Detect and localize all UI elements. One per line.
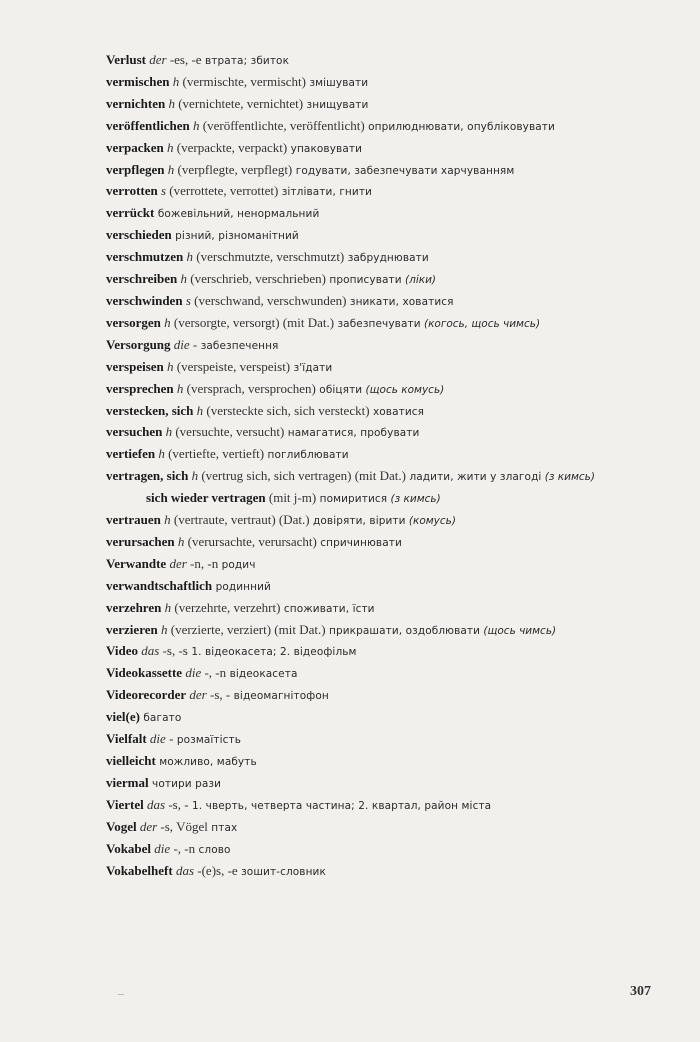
entry-word-forms: - (165, 731, 174, 747)
entry-word-forms: (versprach, versprochen) (183, 380, 316, 396)
entry-grammar-marker: h (183, 249, 194, 265)
dictionary-entry (106, 861, 602, 883)
entry-grammar-marker: h (155, 446, 165, 462)
entry-word-forms: -, -n (170, 840, 196, 856)
dictionary-entry (106, 72, 602, 94)
entry-headword: Vokabel (106, 840, 152, 856)
footer-dash (118, 994, 124, 995)
entry-headword: verrückt (106, 205, 155, 221)
entry-word-forms: (verschmutzte, verschmutzt) (193, 249, 345, 265)
entry-translation: родинний (212, 580, 271, 593)
entry-headword: Video (106, 643, 139, 659)
entry-word-forms: (versuchte, versucht) (172, 424, 285, 440)
entry-headword: Vogel (106, 818, 137, 834)
entry-word-forms: (vertiefte, vertieft) (164, 446, 265, 462)
entry-translation: довіряти, вірити (309, 515, 406, 528)
entry-grammar-marker: h (162, 424, 173, 440)
dictionary-entry (106, 641, 602, 663)
entry-word-forms: (verrottete, verrottet) (166, 183, 279, 199)
entry-translation: прописувати (325, 274, 402, 287)
dictionary-entry (106, 839, 602, 861)
entry-headword: verschmutzen (106, 249, 184, 265)
entry-headword: verwandtschaftlich (106, 577, 213, 593)
entry-headword: verschieden (106, 227, 172, 243)
dictionary-entry (106, 685, 602, 707)
dictionary-entry (106, 466, 602, 488)
entry-headword: sich wieder vertragen (146, 490, 266, 506)
dictionary-entry (106, 751, 602, 773)
entry-translation: годувати, забезпечувати харчуванням (292, 164, 515, 177)
entry-translation: різний, різноманітний (171, 230, 299, 243)
dictionary-entry (106, 663, 602, 685)
entry-word-forms: (vertraute, vertraut) (Dat.) (170, 512, 310, 528)
entry-translation-note: (щось комусь) (362, 383, 445, 396)
entry-word-forms: (veröffentlichte, veröffentlicht) (199, 117, 365, 133)
entry-translation: чотири рази (148, 777, 222, 790)
entry-translation: ховатися (369, 405, 425, 418)
entry-word-forms: -s, -s (159, 643, 188, 659)
dictionary-entry (106, 817, 602, 839)
dictionary-entry (106, 116, 602, 138)
entry-headword: versuchen (106, 424, 163, 440)
entry-translation: ладити, жити у злагоді (406, 471, 542, 484)
entry-headword: verschreiben (106, 271, 178, 287)
entry-word-forms: -s, - (165, 796, 189, 812)
entry-headword: verzehren (106, 599, 162, 615)
dictionary-entry (106, 795, 602, 817)
dictionary-entry (106, 444, 602, 466)
entry-translation: спричинювати (316, 536, 402, 549)
entry-headword: verschwinden (106, 292, 183, 308)
entry-translation: родич (218, 558, 256, 571)
entry-grammar-marker: der (166, 555, 187, 571)
entry-grammar-marker: h (165, 95, 175, 111)
entry-word-forms: (verspeiste, verspeist) (173, 358, 291, 374)
dictionary-entry (106, 313, 602, 335)
entry-headword: verzieren (106, 621, 158, 637)
entry-translation: можливо, мабуть (155, 756, 257, 768)
entry-grammar-marker: h (169, 73, 180, 89)
entry-translation: змішувати (306, 76, 369, 89)
entry-word-forms: -(e)s, -e (194, 862, 238, 878)
entry-word-forms: - (189, 336, 198, 352)
entry-translation: божевільний, ненормальний (154, 208, 320, 221)
entry-word-forms: (verzehrte, verzehrt) (171, 599, 281, 615)
entry-word-forms: (verpflegte, verpflegt) (174, 161, 293, 177)
entry-grammar-marker: h (164, 161, 175, 177)
dictionary-entry (106, 94, 602, 116)
entry-translation: прикрашати, оздоблювати (325, 624, 481, 637)
dictionary-entry (106, 50, 602, 72)
entry-headword: verpflegen (106, 161, 165, 177)
entry-grammar-marker: h (160, 314, 171, 330)
entry-word-forms: (vermischte, vermischt) (179, 73, 307, 89)
entry-headword: veröffentlichen (106, 117, 190, 133)
entry-translation: птах (207, 821, 238, 834)
entry-translation-note: (комусь) (405, 515, 456, 528)
dictionary-entry (106, 620, 602, 642)
entry-translation: зітлівати, гнити (278, 186, 372, 199)
dictionary-entry (106, 379, 602, 401)
dictionary-entry-list (106, 50, 602, 882)
entry-translation: забезпечувати (334, 317, 421, 330)
dictionary-entry (106, 203, 602, 225)
dictionary-entry (106, 225, 602, 247)
dictionary-entry (106, 598, 602, 620)
dictionary-entry (106, 729, 602, 751)
entry-headword: Verlust (106, 52, 146, 67)
entry-grammar-marker: h (173, 380, 184, 396)
entry-word-forms: (verschwand, verschwunden) (190, 292, 347, 308)
entry-translation: багато (139, 712, 182, 725)
entry-grammar-marker: die (151, 840, 171, 856)
entry-translation: забезпечення (197, 339, 279, 352)
entry-word-forms: -s, Vögel (157, 818, 208, 834)
dictionary-entry (106, 269, 602, 291)
entry-translation: відеокасета (226, 668, 298, 681)
dictionary-entry (106, 160, 602, 182)
entry-grammar-marker: das (172, 862, 195, 878)
entry-grammar-marker: die (146, 731, 166, 747)
entry-translation: 1. відеокасета; 2. відеофільм (187, 646, 357, 659)
entry-headword: verursachen (106, 533, 175, 549)
entry-headword: Viertel (106, 796, 144, 812)
page-number: 307 (630, 984, 651, 999)
entry-translation-note: (з кимсь) (387, 493, 441, 506)
entry-grammar-marker: h (177, 271, 187, 287)
entry-translation-note: (щось чимсь) (480, 624, 557, 637)
entry-headword: versorgen (106, 314, 161, 330)
entry-headword: vermischen (106, 73, 170, 89)
entry-grammar-marker: die (182, 665, 202, 681)
dictionary-entry (106, 773, 602, 795)
entry-translation: обіцяти (315, 383, 363, 396)
entry-translation: забруднювати (344, 252, 429, 265)
dictionary-entry (106, 707, 602, 729)
entry-headword: verstecken, sich (106, 402, 194, 418)
entry-grammar-marker: h (160, 512, 171, 528)
entry-headword: vertrauen (106, 512, 161, 528)
entry-translation: зошит-словник (237, 865, 326, 878)
entry-grammar-marker: die (170, 336, 190, 352)
entry-headword: verspeisen (106, 358, 164, 374)
entry-translation: з'їдати (290, 361, 333, 374)
entry-grammar-marker: h (163, 139, 174, 155)
entry-grammar-marker: das (138, 643, 160, 659)
entry-headword: vielleicht (106, 753, 156, 768)
entry-grammar-marker: s (182, 292, 191, 308)
entry-headword: viermal (106, 774, 149, 790)
entry-grammar-marker: h (188, 468, 199, 484)
entry-headword: Verwandte (106, 555, 167, 571)
entry-translation: поглиблювати (264, 449, 349, 462)
entry-word-forms: (versorgte, versorgt) (mit Dat.) (170, 314, 335, 330)
entry-grammar-marker: der (145, 52, 167, 67)
entry-translation: розмаїтість (173, 734, 242, 747)
entry-translation-note: (ліки) (401, 274, 437, 287)
entry-grammar-marker: h (157, 621, 168, 637)
entry-headword: Vokabelheft (106, 862, 173, 878)
entry-translation: оприлюднювати, опубліковувати (364, 120, 555, 133)
entry-grammar-marker: der (186, 687, 207, 703)
dictionary-entry (106, 554, 602, 576)
entry-word-forms: (verpackte, verpackt) (173, 139, 288, 155)
dictionary-entry (106, 422, 602, 444)
entry-grammar-marker: h (193, 402, 204, 418)
dictionary-entry (106, 357, 602, 379)
entry-headword: versprechen (106, 380, 174, 396)
entry-word-forms: -n, -n (186, 555, 219, 571)
entry-translation-note: (з кимсь) (541, 471, 595, 484)
entry-grammar-marker: s (157, 183, 167, 199)
entry-headword: Versorgung (106, 336, 171, 352)
entry-translation: слово (195, 843, 231, 856)
entry-grammar-marker: h (174, 533, 185, 549)
dictionary-entry (106, 488, 602, 510)
entry-translation: 1. чверть, четверта частина; 2. квартал, район міста (188, 799, 492, 812)
entry-grammar-marker: das (143, 796, 166, 812)
entry-headword: Videorecorder (106, 687, 187, 703)
entry-headword: verpacken (106, 139, 164, 155)
entry-word-forms: (vernichtete, vernichtet) (174, 95, 304, 111)
entry-headword: viel(e) (106, 709, 140, 725)
dictionary-entry (106, 138, 602, 160)
entry-headword: verrotten (106, 183, 158, 199)
entry-word-forms: -s, - (206, 687, 231, 703)
entry-word-forms: (verursachte, verursacht) (184, 533, 317, 549)
dictionary-entry (106, 510, 602, 532)
entry-word-forms: (mit j-m) (265, 490, 317, 506)
entry-word-forms: (versteckte sich, sich versteckt) (203, 402, 370, 418)
entry-grammar-marker: h (189, 117, 200, 133)
entry-word-forms: (verzierte, verziert) (mit Dat.) (167, 621, 326, 637)
dictionary-entry (106, 335, 602, 357)
entry-translation: втрата; збиток (201, 55, 290, 67)
entry-translation: упаковувати (287, 142, 363, 155)
entry-word-forms: -, -n (201, 665, 227, 681)
entry-translation: помиритися (316, 493, 388, 506)
entry-grammar-marker: h (161, 599, 172, 615)
entry-word-forms: (vertrug sich, sich vertragen) (mit Dat.) (198, 468, 406, 484)
dictionary-entry (106, 181, 602, 203)
entry-headword: vernichten (106, 95, 166, 111)
entry-headword: vertiefen (106, 446, 156, 462)
entry-translation: відеомагнітофон (230, 690, 329, 703)
entry-translation-note: (когось, щось чимсь) (420, 317, 541, 330)
dictionary-entry (106, 247, 602, 269)
entry-word-forms: (verschrieb, verschrieben) (187, 271, 326, 287)
entry-translation: споживати, їсти (280, 602, 375, 615)
entry-grammar-marker: der (136, 818, 158, 834)
entry-translation: зникати, ховатися (346, 295, 454, 308)
dictionary-entry (106, 532, 602, 554)
entry-translation: намагатися, пробувати (284, 427, 420, 440)
entry-grammar-marker: h (163, 358, 174, 374)
entry-headword: Vielfalt (106, 731, 147, 747)
dictionary-entry (106, 401, 602, 423)
entry-headword: Videokassette (106, 665, 183, 681)
entry-word-forms: -es, -e (166, 52, 202, 67)
dictionary-entry (106, 291, 602, 313)
entry-translation: знищувати (303, 98, 369, 111)
entry-headword: vertragen, sich (106, 468, 189, 484)
dictionary-entry (106, 576, 602, 598)
